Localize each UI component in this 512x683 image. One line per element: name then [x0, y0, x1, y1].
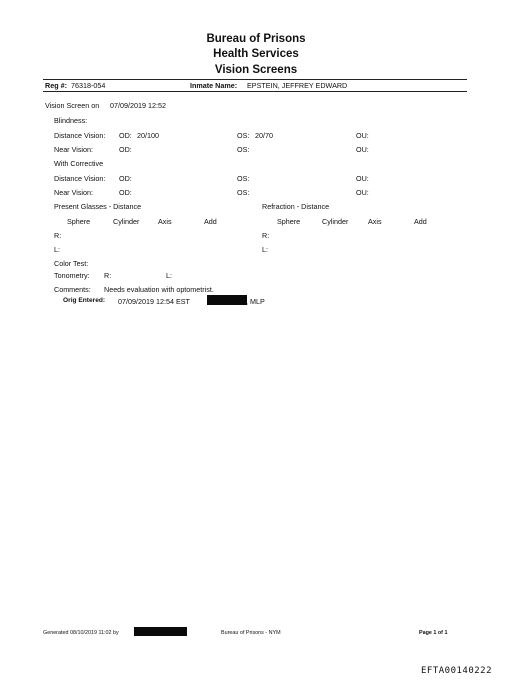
corrected-distance-label: Distance Vision: — [54, 174, 106, 183]
glasses-cylinder-header: Cylinder — [113, 217, 140, 226]
refraction-cylinder-header: Cylinder — [322, 217, 349, 226]
footer-location: Bureau of Prisons - NYM — [221, 630, 281, 636]
refraction-right-eye-label: R: — [262, 231, 270, 240]
corrected-distance-os-label: OS: — [237, 174, 250, 183]
orig-entered-label: Orig Entered: — [63, 297, 106, 304]
reg-number: 76318-054 — [71, 81, 106, 90]
tonometry-left-label: L: — [166, 271, 172, 280]
corrected-near-os-label: OS: — [237, 188, 250, 197]
blindness-label: Blindness: — [54, 116, 88, 125]
inmate-name: EPSTEIN, JEFFREY EDWARD — [247, 81, 348, 90]
distance-os-label: OS: — [237, 131, 250, 140]
refraction-axis-header: Axis — [368, 217, 382, 226]
glasses-sphere-header: Sphere — [67, 217, 91, 226]
footer-redaction-bar — [134, 627, 187, 636]
glasses-axis-header: Axis — [158, 217, 172, 226]
page-number: Page 1 of 1 — [419, 630, 448, 636]
orig-entered-value: 07/09/2019 12:54 EST — [118, 297, 190, 306]
glasses-right-eye-label: R: — [54, 231, 62, 240]
distance-od-label: OD: — [119, 131, 132, 140]
distance-ou-label: OU: — [356, 131, 369, 140]
page-title: Vision Screens — [214, 64, 298, 76]
near-vision-label: Near Vision: — [54, 145, 94, 154]
org-title: Bureau of Prisons — [206, 33, 306, 45]
refraction-left-eye-label: L: — [262, 245, 268, 254]
corrected-near-ou-label: OU: — [356, 188, 369, 197]
glasses-left-eye-label: L: — [54, 245, 60, 254]
distance-od-value: 20/100 — [137, 131, 159, 140]
color-test-label: Color Test: — [54, 259, 89, 268]
vision-screen-label: Vision Screen on — [45, 101, 100, 110]
comments-value: Needs evaluation with optometrist. — [104, 285, 214, 294]
corrected-near-od-label: OD: — [119, 188, 132, 197]
near-ou-label: OU: — [356, 145, 369, 154]
distance-os-value: 20/70 — [255, 131, 273, 140]
document-id: EFTA00140222 — [421, 666, 493, 676]
glasses-add-header: Add — [204, 217, 217, 226]
vision-screen-date: 07/09/2019 12:52 — [110, 101, 166, 110]
tonometry-label: Tonometry: — [54, 271, 90, 280]
refraction-label: Refraction - Distance — [262, 202, 330, 211]
present-glasses-label: Present Glasses - Distance — [54, 202, 142, 211]
department-title: Health Services — [213, 48, 299, 60]
corrected-near-label: Near Vision: — [54, 188, 94, 197]
corrected-distance-ou-label: OU: — [356, 174, 369, 183]
top-rule — [43, 79, 467, 80]
refraction-add-header: Add — [414, 217, 427, 226]
near-od-label: OD: — [119, 145, 132, 154]
inmate-name-label: Inmate Name: — [190, 81, 238, 90]
near-os-label: OS: — [237, 145, 250, 154]
redaction-bar — [207, 295, 247, 305]
bottom-rule — [43, 91, 467, 92]
reg-label: Reg #: — [45, 81, 67, 90]
comments-label: Comments: — [54, 285, 91, 294]
corrected-distance-od-label: OD: — [119, 174, 132, 183]
orig-entered-suffix: , MLP — [246, 297, 265, 306]
tonometry-right-label: R: — [104, 271, 112, 280]
with-corrective-label: With Corrective — [54, 159, 104, 168]
distance-vision-label: Distance Vision: — [54, 131, 106, 140]
generated-text: Generated 08/10/2019 11:02 by — [43, 630, 119, 636]
refraction-sphere-header: Sphere — [277, 217, 301, 226]
